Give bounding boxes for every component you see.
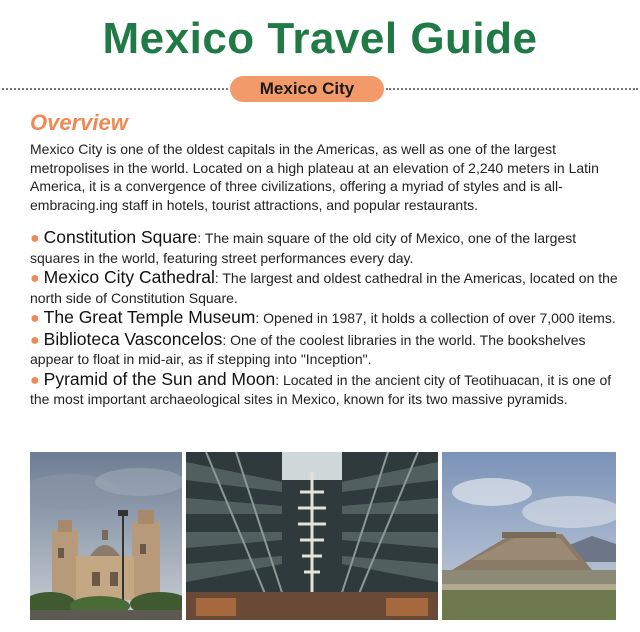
place-description: : Located in the ancient city of Teotihuacan, it is one of the most important archaeological sites in Mexico, known for its two massive pyramids. <box>30 371 612 407</box>
subtitle-row <box>0 76 640 102</box>
list-item <box>30 330 618 369</box>
place-name: The Great Temple Museum <box>43 307 256 327</box>
list-item <box>30 268 618 307</box>
city-badge: Mexico City <box>230 76 384 102</box>
bullet-icon: ● <box>30 230 40 247</box>
bullet-icon: ● <box>30 270 40 287</box>
bullet-icon: ● <box>30 371 40 389</box>
library-photo <box>186 452 438 620</box>
place-description: : The main square of the old city of Mexico, one of the largest squares in the world, featuring street performances every day. <box>30 230 577 266</box>
place-description: : Opened in 1987, it holds a collection of over 7,000 items. <box>255 310 616 326</box>
list-item <box>30 228 618 267</box>
pyramid-photo <box>442 452 616 620</box>
places-list <box>30 228 618 410</box>
place-description: : One of the coolest libraries in the world. The bookshelves appear to float in mid-air, as if stepping into "Inception". <box>30 331 586 367</box>
dotted-divider-left <box>2 88 228 90</box>
page-title: Mexico Travel Guide <box>102 14 538 63</box>
dotted-divider-right <box>386 88 638 90</box>
bullet-icon: ● <box>30 331 40 349</box>
place-name: Pyramid of the Sun and Moon <box>43 368 276 389</box>
cathedral-photo <box>30 452 182 620</box>
place-description: : The largest and oldest cathedral in the Americas, located on the north side of Constitution Square. <box>30 270 618 306</box>
place-name: Constitution Square <box>43 227 198 247</box>
list-item <box>30 308 618 329</box>
overview-text: Mexico City is one of the oldest capitals in the Americas, as well as one of the largest metropolises in the world. Located on a high plateau at an elevation of 2,240 meters in Latin America, it is a convergence of three civilizations, offering a myriad of styles and is all-embracing.ing staff in hotels, tourist attractions, and popular restaurants. <box>30 141 599 213</box>
place-name: Biblioteca Vasconcelos <box>43 328 223 349</box>
bullet-icon: ● <box>30 310 40 327</box>
place-name: Mexico City Cathedral <box>43 267 215 287</box>
photo-strip <box>30 452 616 620</box>
overview-heading: Overview <box>30 110 128 135</box>
list-item <box>30 370 618 409</box>
